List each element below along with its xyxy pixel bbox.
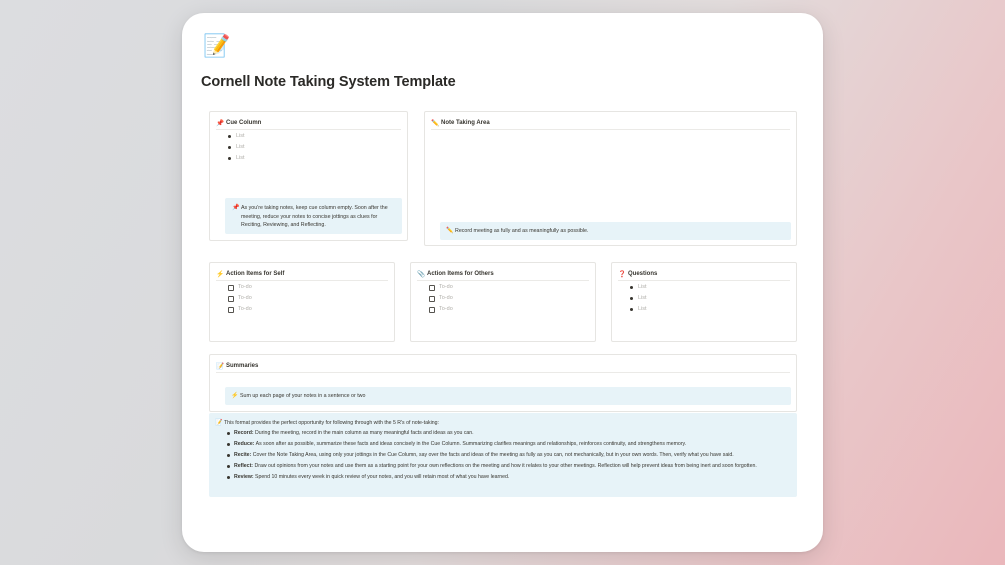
todo-item[interactable]: To-do bbox=[228, 282, 252, 293]
summaries-header[interactable] bbox=[216, 359, 790, 373]
action-items-others-header[interactable] bbox=[417, 267, 589, 281]
note-taking-area-callout[interactable] bbox=[440, 222, 791, 240]
paperclip-icon: 📎 bbox=[417, 270, 426, 278]
note-taking-area-title: Note Taking Area bbox=[441, 119, 490, 126]
five-rs-list bbox=[227, 429, 787, 484]
list-item[interactable]: List bbox=[630, 282, 647, 293]
bullet-icon bbox=[228, 146, 231, 149]
list-item[interactable]: Review: Spend 10 minutes every week in quick review of your notes, and you will retain most of what you have learned. bbox=[227, 473, 787, 481]
summaries-callout[interactable] bbox=[225, 387, 791, 405]
lightning-icon: ⚡ bbox=[231, 393, 239, 399]
action-items-others-list bbox=[429, 282, 453, 315]
bullet-icon bbox=[228, 135, 231, 138]
cue-column-callout[interactable] bbox=[225, 198, 402, 234]
five-rs-intro bbox=[215, 419, 439, 427]
question-mark-icon: ❓ bbox=[618, 270, 627, 278]
bullet-icon bbox=[630, 297, 633, 300]
list-item[interactable]: List bbox=[228, 153, 245, 164]
summaries-card bbox=[209, 354, 797, 412]
callout-text: Record meeting as fully and as meaningfully as possible. bbox=[455, 228, 589, 234]
checkbox[interactable] bbox=[228, 307, 234, 313]
list-item[interactable]: Record: During the meeting, record in the main column as many meaningful facts and ideas as you can. bbox=[227, 429, 787, 437]
lightning-icon: ⚡ bbox=[216, 270, 225, 278]
memo-icon: 📝 bbox=[215, 420, 223, 426]
pencil-icon: ✏️ bbox=[431, 119, 440, 127]
action-items-self-header[interactable] bbox=[216, 267, 388, 281]
cue-column-list bbox=[228, 131, 245, 164]
bullet-icon bbox=[228, 157, 231, 160]
pushpin-icon: 📌 bbox=[216, 119, 225, 127]
todo-item[interactable]: To-do bbox=[228, 293, 252, 304]
questions-list bbox=[630, 282, 647, 315]
todo-item[interactable]: To-do bbox=[429, 304, 453, 315]
checkbox[interactable] bbox=[228, 296, 234, 302]
list-item[interactable]: List bbox=[228, 131, 245, 142]
action-items-self-list bbox=[228, 282, 252, 315]
callout-text: Sum up each page of your notes in a sentence or two bbox=[240, 393, 366, 399]
pushpin-icon: 📌 bbox=[232, 205, 240, 211]
intro-text: This format provides the perfect opportunity for following through with the 5 R's of note-taking: bbox=[224, 420, 439, 426]
checkbox[interactable] bbox=[429, 296, 435, 302]
action-items-others-title: Action Items for Others bbox=[427, 270, 494, 277]
memo-icon[interactable]: 📝 bbox=[203, 33, 231, 58]
notion-page bbox=[182, 13, 823, 552]
checkbox[interactable] bbox=[429, 307, 435, 313]
list-item[interactable]: Reflect: Draw out opinions from your notes and use them as a starting point for your own reflections on the meeting and how it relates to your other meetings. Reflection will help prevent ideas from being inert and soon forgotten. bbox=[227, 462, 787, 470]
list-item[interactable]: List bbox=[630, 304, 647, 315]
questions-header[interactable] bbox=[618, 267, 790, 281]
five-rs-callout[interactable] bbox=[209, 413, 797, 497]
list-item[interactable]: Recite: Cover the Note Taking Area, using only your jottings in the Cue Column, say over the facts and ideas of the meeting as fully as you can, not mechanically, but in your own words. Then, verify what you have said. bbox=[227, 451, 787, 459]
todo-item[interactable]: To-do bbox=[429, 282, 453, 293]
questions-card bbox=[611, 262, 797, 342]
callout-text: As you're taking notes, keep cue column empty. Soon after the meeting, reduce your notes to concise jottings as clues for Reciting, Reviewing, and Reflecting. bbox=[241, 205, 388, 228]
todo-item[interactable]: To-do bbox=[429, 293, 453, 304]
cue-column-header[interactable] bbox=[216, 116, 401, 130]
questions-title: Questions bbox=[628, 270, 658, 277]
note-taking-area-header[interactable] bbox=[431, 116, 790, 130]
checkbox[interactable] bbox=[429, 285, 435, 291]
action-items-others-card bbox=[410, 262, 596, 342]
action-items-self-title: Action Items for Self bbox=[226, 270, 285, 277]
cue-column-title: Cue Column bbox=[226, 119, 262, 126]
cue-column-card bbox=[209, 111, 408, 241]
summaries-title: Summaries bbox=[226, 362, 259, 369]
list-item[interactable]: Reduce: As soon after as possible, summarize these facts and ideas concisely in the Cue Column. Summarizing clarifies meanings and relationships, reinforces continuity, and strengthens memory. bbox=[227, 440, 787, 448]
checkbox[interactable] bbox=[228, 285, 234, 291]
bullet-icon bbox=[630, 308, 633, 311]
todo-item[interactable]: To-do bbox=[228, 304, 252, 315]
note-taking-area-card bbox=[424, 111, 797, 246]
memo-icon: 📝 bbox=[216, 362, 225, 370]
page-title[interactable]: Cornell Note Taking System Template bbox=[201, 74, 456, 90]
pencil-icon: ✏️ bbox=[446, 228, 454, 234]
bullet-icon bbox=[630, 286, 633, 289]
list-item[interactable]: List bbox=[228, 142, 245, 153]
list-item[interactable]: List bbox=[630, 293, 647, 304]
action-items-self-card bbox=[209, 262, 395, 342]
